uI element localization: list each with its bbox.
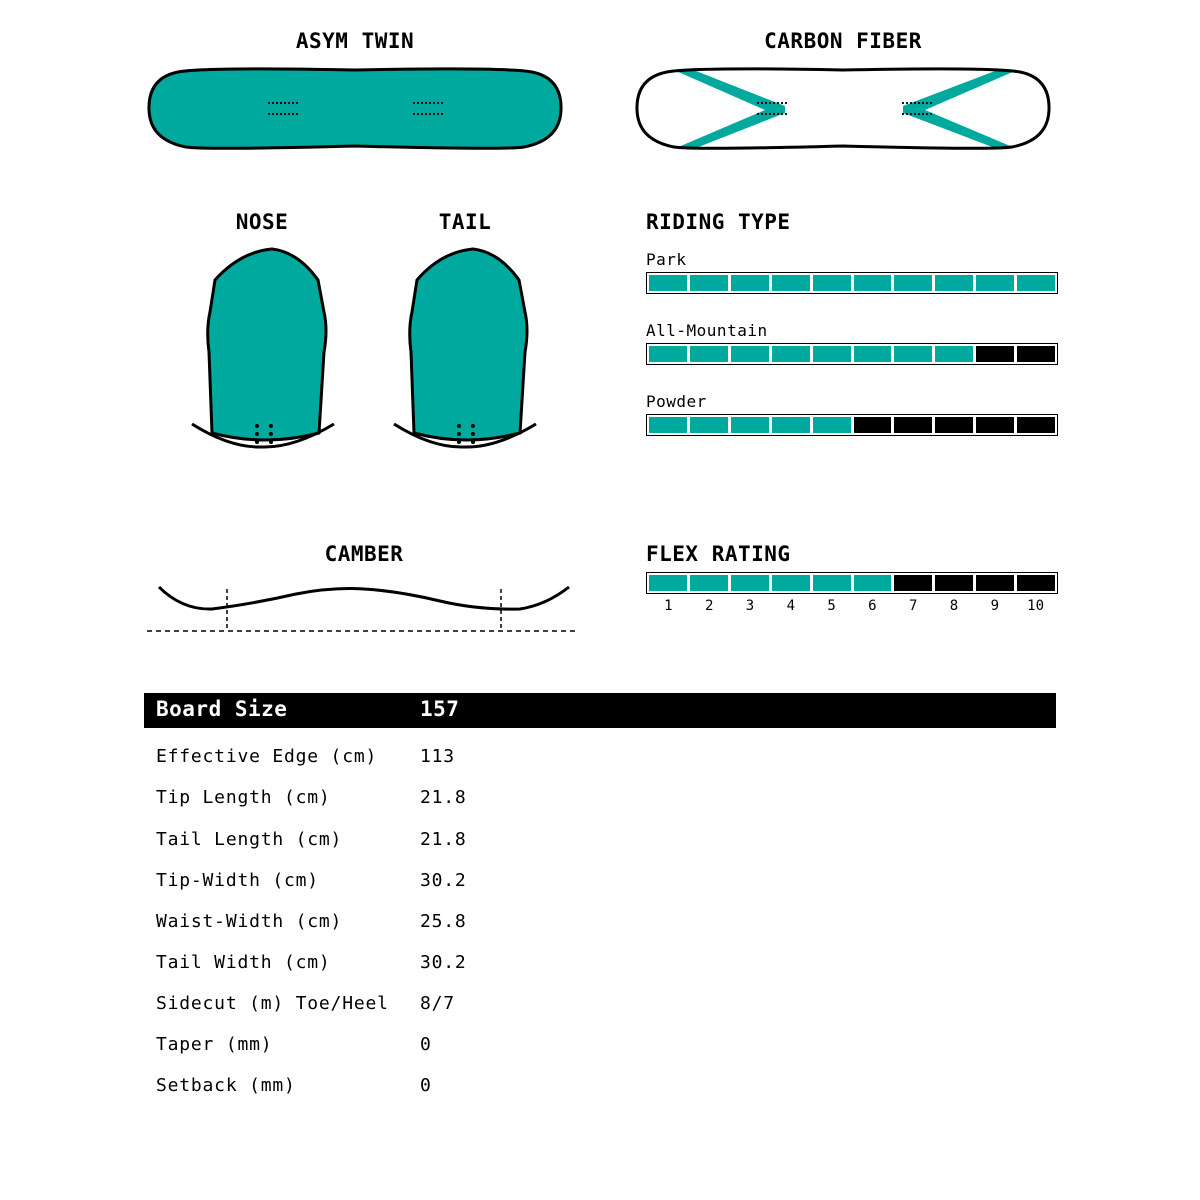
flex-scale-number: 4 [786,598,796,614]
rating-segment-empty [854,417,892,433]
riding-type-title: RIDING TYPE [646,210,791,234]
base-title: CARBON FIBER [764,29,922,53]
rating-segment-filled [813,346,851,362]
spec-value: 30.2 [420,870,467,891]
rating-segment-filled [772,275,810,291]
spec-label: Tip Length (cm) [156,787,331,808]
spec-label: Effective Edge (cm) [156,746,378,767]
rating-segment-filled [649,417,687,433]
flex-scale-number: 5 [827,598,836,614]
riding-type-bar [646,343,1058,365]
spec-row [144,993,1056,1023]
rating-segment-empty [976,417,1014,433]
board-size-label: Board Size [156,697,288,721]
rating-segment-filled [649,346,687,362]
rating-segment-filled [772,346,810,362]
rating-segment-filled [935,346,973,362]
board-size-value: 157 [420,697,460,721]
flex-scale-number: 10 [1027,598,1045,614]
rating-segment-filled [894,346,932,362]
spec-label: Tip-Width (cm) [156,870,319,891]
spec-row [144,1075,1056,1105]
flex-scale-number: 2 [704,598,714,614]
riding-type-label: All-Mountain [646,321,768,340]
rating-segment-empty [1017,346,1055,362]
rating-segment-filled [690,417,728,433]
spec-value: 113 [420,746,455,767]
riding-type-label: Park [646,250,687,269]
spec-row [144,911,1056,941]
rating-segment-empty [935,417,973,433]
rating-segment-filled [731,417,769,433]
spec-value: 25.8 [420,911,467,932]
rating-segment-filled [772,417,810,433]
flex-segment-filled [690,575,728,591]
flex-scale-number: 7 [908,598,918,614]
flex-segment-empty [976,575,1014,591]
spec-value: 8/7 [420,993,455,1014]
flex-segment-filled [854,575,892,591]
spec-label: Tail Width (cm) [156,952,331,973]
spec-value: 0 [420,1034,432,1055]
flex-scale-number: 1 [664,598,673,614]
flex-segment-filled [813,575,851,591]
flex-rating-bar [646,572,1058,594]
flex-scale-number: 3 [745,598,755,614]
rating-segment-empty [1017,417,1055,433]
rating-segment-filled [731,346,769,362]
spec-row [144,829,1056,859]
rating-segment-filled [813,275,851,291]
rating-segment-filled [690,346,728,362]
riding-type-bar [646,272,1058,294]
flex-segment-empty [894,575,932,591]
rating-segment-filled [813,417,851,433]
flex-scale-number: 8 [949,598,959,614]
rating-segment-filled [976,275,1014,291]
rating-segment-empty [894,417,932,433]
flex-segment-empty [935,575,973,591]
flex-scale-number: 9 [990,598,1000,614]
camber-title: CAMBER [324,542,404,566]
spec-row [144,870,1056,900]
riding-type-bar [646,414,1058,436]
rating-segment-filled [690,275,728,291]
flex-scale-number: 6 [868,598,877,614]
rating-segment-empty [976,346,1014,362]
rating-segment-filled [935,275,973,291]
flex-segment-filled [772,575,810,591]
nose-title: NOSE [235,210,289,234]
spec-label: Sidecut (m) Toe/Heel [156,993,389,1014]
spec-label: Tail Length (cm) [156,829,343,850]
spec-value: 21.8 [420,787,467,808]
rating-segment-filled [854,346,892,362]
shape-title: ASYM TWIN [295,29,415,53]
spec-value: 0 [420,1075,432,1096]
spec-row [144,746,1056,776]
spec-label: Taper (mm) [156,1034,273,1055]
spec-row [144,787,1056,817]
spec-row [144,952,1056,982]
tail-title: TAIL [438,210,492,234]
flex-segment-filled [731,575,769,591]
rating-segment-filled [649,275,687,291]
flex-segment-filled [649,575,687,591]
spec-value: 30.2 [420,952,467,973]
rating-segment-filled [1017,275,1055,291]
rating-segment-filled [854,275,892,291]
board-size-header [144,693,1056,728]
spec-label: Waist-Width (cm) [156,911,343,932]
spec-value: 21.8 [420,829,467,850]
riding-type-label: Powder [646,392,707,411]
rating-segment-filled [731,275,769,291]
flex-segment-empty [1017,575,1055,591]
flex-rating-title: FLEX RATING [646,542,791,566]
spec-label: Setback (mm) [156,1075,296,1096]
rating-segment-filled [894,275,932,291]
spec-row [144,1034,1056,1064]
camber-profile-icon [0,0,600,660]
